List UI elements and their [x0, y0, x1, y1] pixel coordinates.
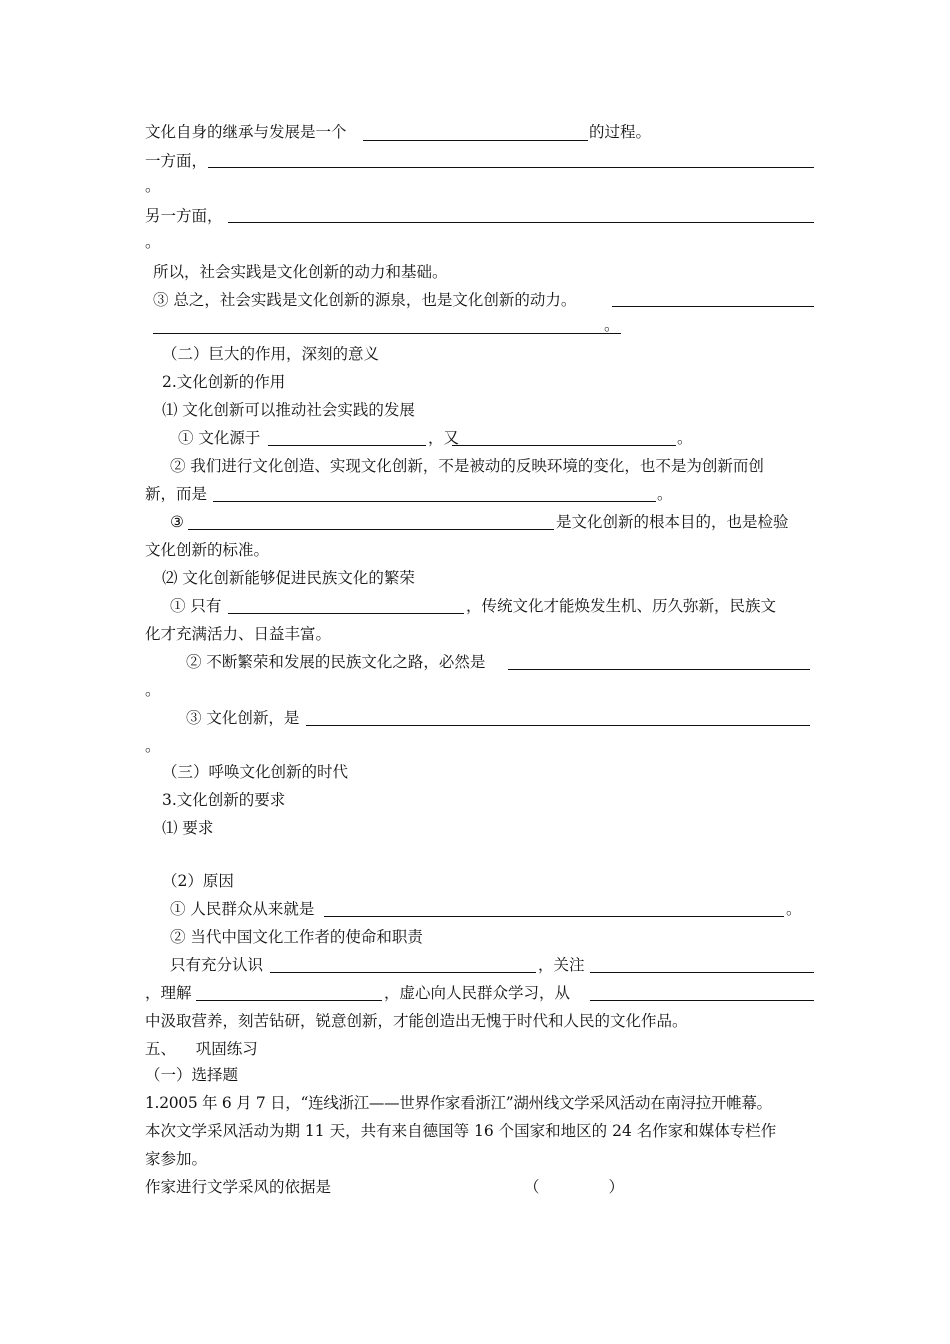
text-line: 一方面， [145, 152, 208, 170]
text-line: ③ 文化创新，是 [186, 709, 300, 727]
answer-blank[interactable] [324, 916, 784, 917]
text-line: 只有充分认识 [170, 956, 264, 974]
answer-blank[interactable] [452, 445, 676, 446]
text-line: ，关注 [538, 956, 585, 974]
text-line: ① 只有 [170, 597, 222, 615]
section-heading: （一）选择题 [145, 1066, 239, 1084]
text-line: ，理解 [145, 984, 192, 1002]
text-line: ① 文化源于 [178, 429, 261, 447]
text-line: （2）原因 [162, 872, 234, 890]
text-line: 所以，社会实践是文化创新的动力和基础。 [153, 263, 448, 281]
text-line: 文化创新的标准。 [145, 541, 270, 559]
answer-blank[interactable] [228, 613, 464, 614]
text-line: ，又 [428, 429, 460, 447]
answer-bracket[interactable]: （ ） [524, 1178, 624, 1196]
text-line: 化才充满活力、日益丰富。 [145, 625, 332, 643]
text-line: 文化自身的继承与发展是一个 [145, 123, 347, 141]
text-line: 是文化创新的根本目的，也是检验 [556, 513, 789, 531]
text-line: ⑵ 文化创新能够促进民族文化的繁荣 [162, 569, 415, 587]
question-text: 1.2005 年 6 月 7 日，“连线浙江——世界作家看浙江”湖州线文学采风活动在南浔拉开帷幕。 [145, 1094, 772, 1112]
text-line: 另一方面， [145, 207, 223, 225]
answer-blank[interactable] [363, 140, 588, 141]
text-line: 中汲取营养，刻苦钻研，锐意创新，才能创造出无愧于时代和人民的文化作品。 [145, 1012, 688, 1030]
text-line: ② 我们进行文化创造、实现文化创新，不是被动的反映环境的变化，也不是为创新而创 [170, 457, 764, 475]
answer-blank[interactable] [188, 529, 554, 530]
text-line: ③ 总之，社会实践是文化创新的源泉，也是文化创新的动力。 [153, 291, 577, 309]
answer-blank[interactable] [228, 222, 814, 223]
answer-blank[interactable] [270, 972, 536, 973]
section-heading: 2.文化创新的作用 [162, 373, 286, 391]
answer-blank[interactable] [306, 725, 810, 726]
text-line: 。 [145, 737, 161, 755]
answer-blank[interactable] [153, 333, 621, 334]
text-line: 。 [786, 900, 802, 918]
text-line: ，传统文化才能焕发生机、历久弥新，民族文 [466, 597, 777, 615]
text-line: ② 不断繁荣和发展的民族文化之路，必然是 [186, 653, 486, 671]
text-line: ① 人民群众从来就是 [170, 900, 315, 918]
answer-blank[interactable] [268, 445, 426, 446]
text-line: ，虚心向人民群众学习，从 [384, 984, 571, 1002]
question-text: 作家进行文学采风的依据是 [145, 1178, 332, 1196]
answer-blank[interactable] [590, 972, 814, 973]
text-line: 。 [145, 233, 161, 251]
text-line: 。 [604, 316, 620, 334]
section-heading: 3.文化创新的要求 [162, 791, 286, 809]
text-line: ② 当代中国文化工作者的使命和职责 [170, 928, 423, 946]
section-heading: （三）呼唤文化创新的时代 [162, 763, 349, 781]
answer-blank[interactable] [590, 1000, 814, 1001]
text-line: 。 [657, 485, 673, 503]
section-heading: 五、 巩固练习 [145, 1040, 258, 1058]
answer-blank[interactable] [612, 306, 814, 307]
text-line: ③ [170, 513, 184, 531]
text-line: 的过程。 [589, 123, 652, 141]
answer-blank[interactable] [213, 501, 656, 502]
question-text: 家参加。 [145, 1150, 208, 1168]
answer-blank[interactable] [208, 167, 814, 168]
text-line: 新，而是 [145, 485, 208, 503]
section-heading: （二）巨大的作用，深刻的意义 [162, 345, 380, 363]
text-line: ⑴ 要求 [162, 819, 214, 837]
text-line: ⑴ 文化创新可以推动社会实践的发展 [162, 401, 415, 419]
answer-blank[interactable] [508, 669, 810, 670]
text-line: 。 [145, 681, 161, 699]
question-text: 本次文学采风活动为期 11 天，共有来自德国等 16 个国家和地区的 24 名作家和媒体专栏作 [145, 1122, 777, 1140]
answer-blank[interactable] [196, 1000, 382, 1001]
text-line: 。 [145, 177, 161, 195]
text-line: 。 [677, 429, 693, 447]
